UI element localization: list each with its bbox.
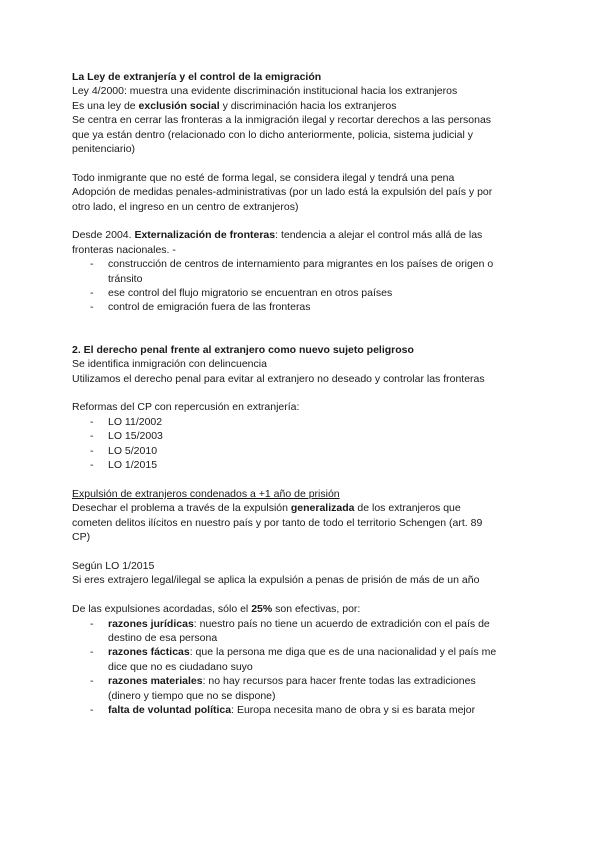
list-item: - razones jurídicas: nuestro país no tiene un acuerdo de extradición con el país de destino de esa persona xyxy=(72,617,532,646)
reasons-list xyxy=(72,617,532,718)
paragraph-line: Desde 2004. Externalización de fronteras: tendencia a alejar el control más allá de las xyxy=(72,229,483,242)
paragraph-line: penitenciario) xyxy=(72,143,136,156)
paragraph-line: Se centra en cerrar las fronteras a la inmigración ilegal y recortar derechos a las personas xyxy=(72,114,492,127)
bold-term: exclusión social xyxy=(138,99,220,112)
list-item: - razones materiales: no hay recursos para hacer frente todas las extradiciones (dinero y tiempo que no se dispone) xyxy=(72,674,532,703)
paragraph-line: Desechar el problema a través de la expulsión generalizada de los extranjeros que xyxy=(72,502,461,515)
list-item: - ese control del flujo migratorio se encuentran en otros países xyxy=(72,286,532,300)
paragraph-line: Todo inmigrante que no esté de forma legal, se considera ilegal y tendrá una pena xyxy=(72,171,455,184)
list-item: - construcción de centros de internamiento para migrantes en los países de origen o tránsito xyxy=(72,257,532,286)
paragraph-line: Reformas del CP con repercusión en extranjería: xyxy=(72,401,300,414)
list-item: - LO 1/2015 xyxy=(72,458,532,472)
subsection-title: Expulsión de extranjeros condenados a +1 año de prisión xyxy=(72,487,340,500)
paragraph-line: Utilizamos el derecho penal para evitar al extranjero no deseado y controlar las fronteras xyxy=(72,372,485,385)
paragraph-line: que ya están dentro (relacionado con lo dicho anteriormente, policia, sistema judicial y xyxy=(72,128,473,141)
section-2-title: 2. El derecho penal frente al extranjero como nuevo sujeto peligroso xyxy=(72,343,414,356)
list-item: - LO 5/2010 xyxy=(72,444,532,458)
paragraph-line: otro lado, el ingreso en un centro de extranjeros) xyxy=(72,200,299,213)
paragraph-line: fronteras nacionales. - xyxy=(72,243,176,256)
paragraph-line: CP) xyxy=(72,531,91,544)
paragraph-line: Es una ley de exclusión social y discriminación hacia los extranjeros xyxy=(72,99,397,112)
paragraph-line: Adopción de medidas penales-administrativas (por un lado está la expulsión del país y por xyxy=(72,186,493,199)
bold-term: generalizada xyxy=(290,502,355,515)
bullet-list xyxy=(72,257,532,315)
bold-term: 25% xyxy=(251,603,273,616)
paragraph-line: Se identifica inmigración con delincuencia xyxy=(72,358,267,371)
paragraph-line: cometen delitos ilícitos en nuestro país y por tanto de todo el territorio Schengen (art. 89 xyxy=(72,516,483,529)
paragraph-line: Según LO 1/2015 xyxy=(72,559,155,572)
paragraph-line: Ley 4/2000: muestra una evidente discriminación institucional hacia los extranjeros xyxy=(72,85,458,98)
paragraph-line: De las expulsiones acordadas, sólo el 25% son efectivas, por: xyxy=(72,603,361,616)
laws-list xyxy=(72,415,532,473)
document-page xyxy=(72,70,532,717)
list-item: - razones fácticas: que la persona me diga que es de una nacionalidad y el país me dice que no es ciudadano suyo xyxy=(72,645,532,674)
bold-term: Externalización de fronteras xyxy=(134,229,276,242)
list-item: - falta de voluntad política: Europa necesita mano de obra y si es barata mejor xyxy=(72,703,532,717)
list-item: - LO 11/2002 xyxy=(72,415,532,429)
list-item: - control de emigración fuera de las fronteras xyxy=(72,300,532,314)
section-1-title: La Ley de extranjería y el control de la emigración xyxy=(72,71,322,83)
list-item: - LO 15/2003 xyxy=(72,429,532,443)
paragraph-line: Si eres extrajero legal/ilegal se aplica la expulsión a penas de prisión de más de un año xyxy=(72,574,480,587)
